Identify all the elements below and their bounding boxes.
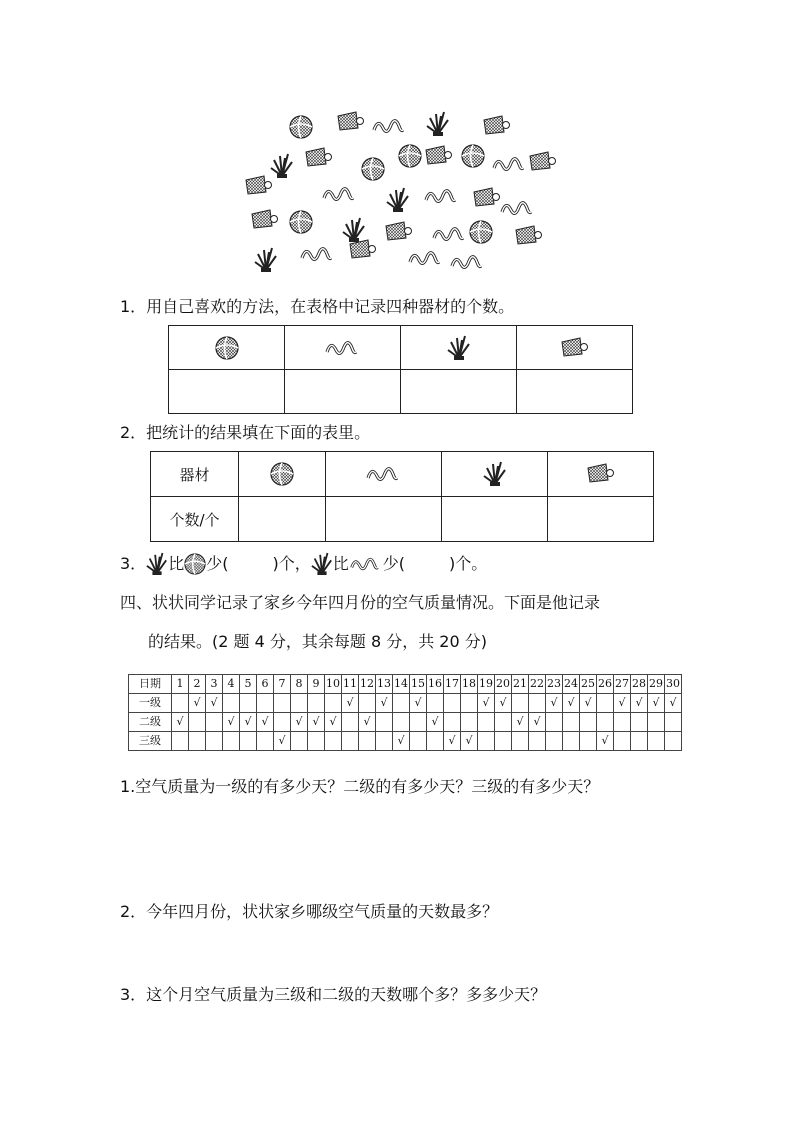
rope-item [324,189,353,200]
empty-cell [614,732,631,751]
shuttlecock-plant-icon [146,552,168,576]
check-mark: √ [410,694,427,713]
section-4-title-line-2: 的结果。(2 题 4 分，其余每题 8 分，共 20 分) [148,632,487,651]
check-mark: √ [172,713,189,732]
empty-cell [308,732,325,751]
rope-item [410,253,439,264]
check-mark: √ [291,713,308,732]
shuttlecock-item [350,240,376,258]
record-header-ball [169,326,285,370]
empty-cell [597,713,614,732]
check-mark: √ [665,694,682,713]
air-quality-header-label: 日期 [129,675,172,694]
result-header-rope [326,452,442,497]
check-mark: √ [342,694,359,713]
day-header-29: 29 [648,675,665,694]
check-mark: √ [529,713,546,732]
ball-item [290,211,312,233]
question-1-record: 1．用自己喜欢的方法，在表格中记录四种器材的个数。 [120,297,515,316]
shuttlecock-item [246,176,272,194]
empty-cell [257,732,274,751]
empty-cell [291,732,308,751]
jump-rope-icon [349,553,383,575]
empty-cell [597,694,614,713]
ball-item [470,221,492,243]
rope-item [302,249,331,260]
check-mark: √ [563,694,580,713]
shuttlecock-item [386,222,412,240]
air-quality-row-label: 一级 [129,694,172,713]
day-header-1: 1 [172,675,189,694]
check-mark: √ [308,713,325,732]
day-header-30: 30 [665,675,682,694]
day-header-18: 18 [461,675,478,694]
day-header-28: 28 [631,675,648,694]
check-mark: √ [580,694,597,713]
empty-cell [563,713,580,732]
air-quality-row [129,713,682,732]
day-header-22: 22 [529,675,546,694]
empty-cell [189,713,206,732]
air-quality-row [129,732,682,751]
air-quality-row-label: 二级 [129,713,172,732]
ball-item [399,145,421,167]
day-header-10: 10 [325,675,342,694]
record-header-rope [285,326,401,370]
check-mark: √ [274,732,291,751]
record-cell-rope[interactable] [285,370,401,414]
empty-cell [648,713,665,732]
empty-cell [189,732,206,751]
day-header-27: 27 [614,675,631,694]
check-mark: √ [393,732,410,751]
check-mark: √ [478,694,495,713]
empty-cell [359,694,376,713]
check-mark: √ [325,713,342,732]
empty-cell [648,732,665,751]
empty-cell [512,732,529,751]
empty-cell [274,694,291,713]
section-4-question-1: 1.空气质量为一级的有多少天？二级的有多少天？三级的有多少天？ [120,777,600,796]
plant-item [427,112,448,136]
air-quality-table [128,674,682,751]
badminton-shuttlecock-icon [558,335,592,361]
check-mark: √ [614,694,631,713]
empty-cell [461,713,478,732]
empty-cell [291,694,308,713]
empty-cell [631,732,648,751]
day-header-21: 21 [512,675,529,694]
rope-item [502,203,531,214]
jump-rope-icon [323,335,363,361]
shuttlecock-item [252,210,278,228]
rope-item [426,191,455,202]
section-4-title-line-1: 四、状状同学记录了家乡今年四月份的空气质量情况。下面是他记录 [120,593,601,612]
question-3-compare: 3． 比 少( )个， 比 少( )个。 [120,552,487,576]
result-cell-shuttlecock[interactable] [548,497,654,542]
check-mark: √ [461,732,478,751]
rope-item [494,159,523,170]
empty-cell [614,713,631,732]
shuttlecock-plant-icon [480,460,510,488]
empty-cell [342,713,359,732]
empty-cell [359,732,376,751]
shuttlecock-item [426,146,452,164]
empty-cell [410,732,427,751]
empty-cell [308,694,325,713]
record-header-plant [401,326,517,370]
shuttlecock-item [484,116,510,134]
ball-item [290,116,312,138]
plant-item [387,188,408,212]
empty-cell [512,694,529,713]
empty-cell [529,694,546,713]
result-header-plant [442,452,548,497]
day-header-2: 2 [189,675,206,694]
empty-cell [342,732,359,751]
day-header-25: 25 [580,675,597,694]
empty-cell [410,713,427,732]
record-cell-shuttlecock[interactable] [517,370,633,414]
empty-cell [546,713,563,732]
ball-icon [184,553,206,575]
question-2-fill-table: 2．把统计的结果填在下面的表里。 [120,423,371,442]
empty-cell [495,732,512,751]
day-header-11: 11 [342,675,359,694]
shuttlecock-item [530,152,556,170]
empty-cell [580,732,597,751]
day-header-4: 4 [223,675,240,694]
empty-cell [240,694,257,713]
empty-cell [172,694,189,713]
empty-cell [274,713,291,732]
empty-cell [427,732,444,751]
day-header-26: 26 [597,675,614,694]
shuttlecock-item [516,226,542,244]
empty-cell [546,732,563,751]
empty-cell [325,732,342,751]
empty-cell [257,694,274,713]
day-header-20: 20 [495,675,512,694]
empty-cell [631,713,648,732]
plant-item [255,248,276,272]
result-cell-rope[interactable] [326,497,442,542]
record-table [168,325,633,414]
day-header-14: 14 [393,675,410,694]
record-header-shuttlecock [517,326,633,370]
check-mark: √ [359,713,376,732]
check-mark: √ [257,713,274,732]
result-table [150,451,654,542]
day-header-16: 16 [427,675,444,694]
day-header-17: 17 [444,675,461,694]
check-mark: √ [495,694,512,713]
equipment-scatter-svg [238,102,558,278]
result-row-label-equipment: 器材 [151,452,239,497]
empty-cell [393,694,410,713]
record-cell-plant[interactable] [401,370,517,414]
check-mark: √ [376,694,393,713]
day-header-3: 3 [206,675,223,694]
empty-cell [206,732,223,751]
result-cell-plant[interactable] [442,497,548,542]
check-mark: √ [427,713,444,732]
empty-cell [580,713,597,732]
jump-rope-icon [364,461,404,487]
check-mark: √ [223,713,240,732]
check-mark: √ [512,713,529,732]
empty-cell [376,713,393,732]
result-cell-ball[interactable] [239,497,326,542]
empty-cell [665,732,682,751]
equipment-picture [238,102,558,278]
empty-cell [223,694,240,713]
record-cell-ball[interactable] [169,370,285,414]
shuttlecock-item [338,112,364,130]
empty-cell [240,732,257,751]
check-mark: √ [206,694,223,713]
check-mark: √ [631,694,648,713]
day-header-12: 12 [359,675,376,694]
empty-cell [444,713,461,732]
empty-cell [529,732,546,751]
day-header-7: 7 [274,675,291,694]
day-header-6: 6 [257,675,274,694]
check-mark: √ [648,694,665,713]
result-header-shuttlecock [548,452,654,497]
day-header-5: 5 [240,675,257,694]
empty-cell [461,694,478,713]
plant-item [271,154,292,178]
ball-item [362,158,384,180]
ball-icon [212,335,242,361]
ball-item [462,145,484,167]
shuttlecock-plant-icon [311,552,333,576]
empty-cell [563,732,580,751]
plant-item [343,218,364,242]
day-header-8: 8 [291,675,308,694]
badminton-shuttlecock-icon [584,461,618,487]
day-header-24: 24 [563,675,580,694]
result-header-ball [239,452,326,497]
empty-cell [206,713,223,732]
day-header-9: 9 [308,675,325,694]
empty-cell [478,732,495,751]
check-mark: √ [444,732,461,751]
shuttlecock-plant-icon [444,334,474,362]
empty-cell [376,732,393,751]
rope-item [374,121,403,132]
ball-icon [267,461,297,487]
air-quality-row-label: 三级 [129,732,172,751]
empty-cell [665,713,682,732]
rope-item [452,257,481,268]
check-mark: √ [240,713,257,732]
day-header-15: 15 [410,675,427,694]
check-mark: √ [597,732,614,751]
air-quality-row [129,694,682,713]
rope-item [434,229,463,240]
section-4-question-2: 2．今年四月份，状状家乡哪级空气质量的天数最多？ [120,902,499,921]
empty-cell [444,694,461,713]
empty-cell [427,694,444,713]
shuttlecock-item [474,188,500,206]
check-mark: √ [546,694,563,713]
result-row-label-count: 个数/个 [151,497,239,542]
empty-cell [325,694,342,713]
empty-cell [478,713,495,732]
empty-cell [495,713,512,732]
shuttlecock-item [306,148,332,166]
day-header-23: 23 [546,675,563,694]
day-header-13: 13 [376,675,393,694]
section-4-question-3: 3．这个月空气质量为三级和二级的天数哪个多？多多少天？ [120,985,547,1004]
empty-cell [172,732,189,751]
day-header-19: 19 [478,675,495,694]
empty-cell [393,713,410,732]
check-mark: √ [189,694,206,713]
empty-cell [223,732,240,751]
